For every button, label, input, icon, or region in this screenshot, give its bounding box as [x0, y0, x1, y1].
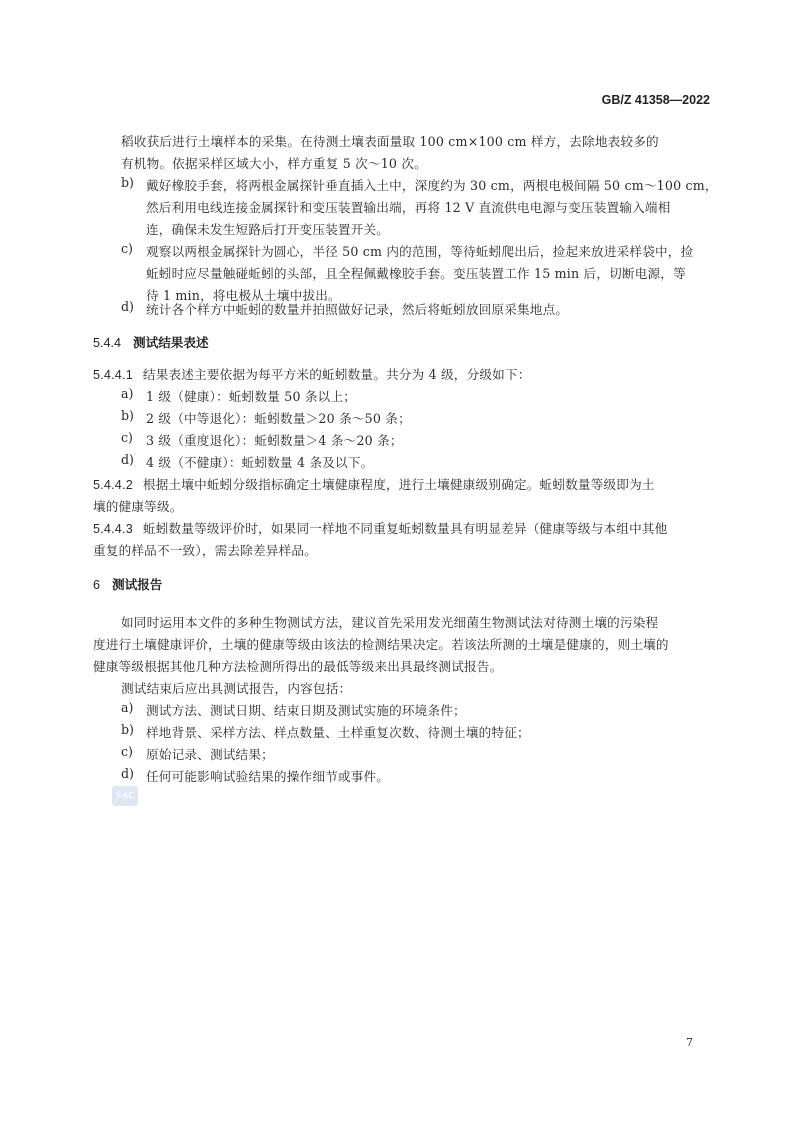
- report-item-d-label: d): [121, 766, 134, 781]
- step-c-line-1: 观察以两根金属探针为圆心，半径 50 cm 内的范围，等待蚯蚓爬出后，捡起来放进采样袋中，捡: [146, 244, 694, 259]
- page-number: 7: [686, 1036, 693, 1049]
- grade-d-text: 4 级（不健康）：蚯蚓数量 4 条及以下。: [146, 455, 374, 470]
- step-b-label: b): [121, 175, 134, 190]
- clause-5-4-4-2: 5.4.4.2 根据土壤中蚯蚓分级指标确定土壤健康程度，进行土壤健康级别确定。蚯蚓数量等级即为土: [93, 477, 655, 492]
- section-6-heading: [93, 574, 162, 593]
- sac-watermark-logo: SAC: [112, 786, 138, 806]
- section-number: 5.4.4: [93, 336, 122, 350]
- clause-5-4-4-3-line-2: 重复的样品不一致），需去除差异样品。: [93, 543, 317, 558]
- grade-c-label: c): [121, 430, 133, 445]
- clause-5-4-4-2-line-2: 壤的健康等级。: [93, 499, 183, 514]
- clause-5-4-4-1: 5.4.4.1 结果表述主要依据为每平方米的蚯蚓数量。共分为 4 级，分级如下：: [93, 367, 531, 382]
- step-c-label: c): [121, 241, 133, 256]
- section-6-para-1-line-1: 如同时运用本文件的多种生物测试方法，建议首先采用发光细菌生物测试法对待测土壤的污染程: [121, 615, 659, 630]
- step-d-line-1: 统计各个样方中蚯蚓的数量并拍照做好记录，然后将蚯蚓放回原采集地点。: [146, 302, 569, 317]
- step-c-line-3: 待 1 min，将电极从土壤中拔出。: [146, 288, 341, 303]
- step-d-label: d): [121, 299, 134, 314]
- section-title: 测试报告: [112, 578, 163, 592]
- grade-a-label: a): [121, 386, 134, 401]
- report-item-b-text: 样地背景、采样方法、样点数量、土样重复次数、待测土壤的特征；: [146, 725, 530, 740]
- grade-b-text: 2 级（中等退化）：蚯蚓数量＞20 条～50 条；: [146, 411, 411, 426]
- report-item-c-label: c): [121, 744, 133, 759]
- report-item-b-label: b): [121, 722, 134, 737]
- section-6-para-1-line-3: 健康等级根据其他几种方法检测所得出的最低等级来出具最终测试报告。: [93, 659, 503, 674]
- section-number: 6: [93, 578, 101, 592]
- report-item-d-text: 任何可能影响试验结果的操作细节或事件。: [146, 769, 390, 784]
- step-c-line-2: 蚯蚓时应尽量触碰蚯蚓的头部，且全程佩戴橡胶手套。变压装置工作 15 min 后，切断电源，等: [146, 266, 686, 281]
- step-b-line-2: 然后利用电线连接金属探针和变压装置输出端，再将 12 V 直流供电电源与变压装置输入端相: [146, 200, 671, 215]
- section-title: 测试结果表述: [133, 336, 209, 350]
- continuation-line-1: 稻收获后进行土壤样本的采集。在待测土壤表面量取 100 cm×100 cm 样方，去除地表较多的: [121, 134, 659, 149]
- report-item-a-label: a): [121, 700, 134, 715]
- section-6-para-1-line-2: 度进行土壤健康评价，土壤的健康等级由该法的检测结果决定。若该法所测的土壤是健康的，则土壤的: [93, 637, 669, 652]
- report-item-c-text: 原始记录、测试结果；: [146, 747, 274, 762]
- grade-b-label: b): [121, 408, 134, 423]
- section-6-para-2: 测试结束后应出具测试报告，内容包括：: [121, 681, 352, 696]
- step-b-line-1: 戴好橡胶手套，将两根金属探针垂直插入土中，深度约为 30 cm，两根电极间隔 50 cm～100 cm，: [146, 178, 718, 193]
- continuation-line-2: 有机物。依据采样区域大小，样方重复 5 次～10 次。: [121, 156, 427, 171]
- grade-c-text: 3 级（重度退化）：蚯蚓数量＞4 条～20 条；: [146, 433, 403, 448]
- grade-a-text: 1 级（健康）：蚯蚓数量 50 条以上；: [146, 389, 357, 404]
- section-5-4-4-heading: [93, 332, 209, 351]
- grade-d-label: d): [121, 452, 134, 467]
- standard-code: GB/Z 41358—2022: [601, 93, 710, 107]
- clause-5-4-4-3: 5.4.4.3 蚯蚓数量等级评价时，如果同一样地不同重复蚯蚓数量具有明显差异（健康等级与本组中其他: [93, 521, 668, 536]
- step-b-line-3: 连，确保未发生短路后打开变压装置开关。: [146, 222, 390, 237]
- report-item-a-text: 测试方法、测试日期、结束日期及测试实施的环境条件；: [146, 703, 466, 718]
